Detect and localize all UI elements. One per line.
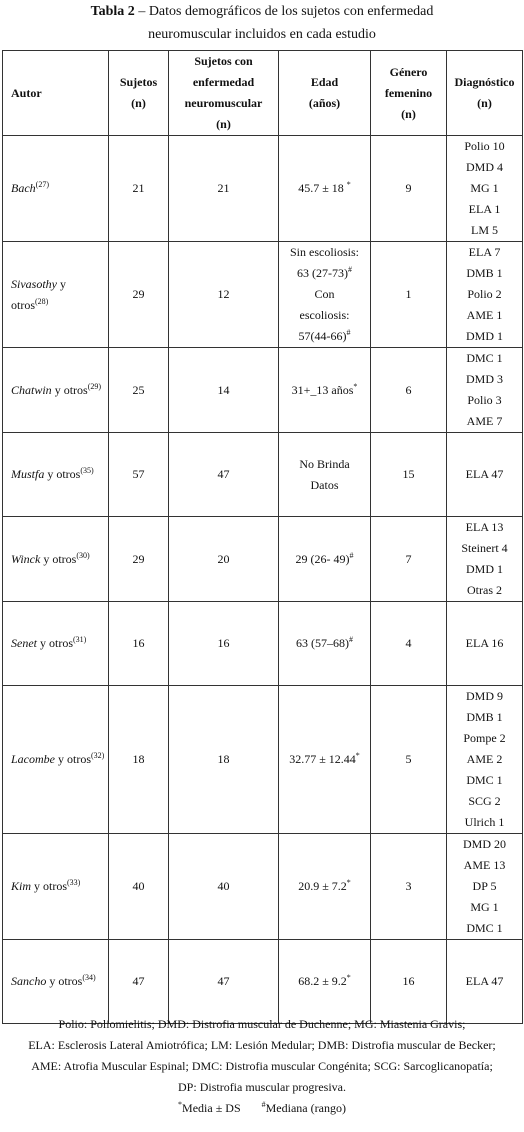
author-suffix: y otros: [44, 467, 81, 481]
edad-mark: #: [349, 550, 354, 560]
table-row: [3, 602, 523, 686]
cell-edad: [279, 348, 371, 433]
diagnosis-item: DMD 1: [465, 329, 503, 343]
diagnosis-item: ELA 16: [465, 636, 504, 650]
footnotes: [0, 1014, 524, 1119]
cell-genero: 6: [371, 348, 447, 433]
diagnosis-item: Polio 2: [467, 287, 502, 301]
header-sujetos: Sujetos (n): [109, 51, 169, 136]
edad-line: [282, 326, 367, 347]
diagnosis-item: AME 2: [466, 752, 503, 766]
footnote-line: AME: Atrofia Muscular Espinal; DMC: Distrofia muscular Congénita; SCG: Sarcoglicanopatía;: [31, 1059, 493, 1073]
cell-sujetos: 21: [109, 136, 169, 242]
author-ref: (29): [87, 381, 102, 391]
author-suffix: y otros: [31, 879, 68, 893]
cell-genero: 5: [371, 686, 447, 834]
cell-sujetos-nm: 14: [169, 348, 279, 433]
table-row: [3, 517, 523, 602]
edad-text: No Brinda: [299, 456, 350, 471]
cell-genero: 1: [371, 242, 447, 348]
table-row: [3, 834, 523, 940]
author-ref: (27): [35, 180, 49, 189]
diagnosis-item: LM 5: [471, 223, 498, 237]
diagnosis-item: Pompe 2: [463, 731, 506, 745]
diagnosis-item: Polio 3: [467, 393, 502, 407]
header-genero: Género femenino (n): [371, 51, 447, 136]
edad-mark: *: [346, 878, 351, 887]
footnote-line: Polio: Poliomielitis; DMD: Distrofia muscular de Duchenne; MG: Miastenia Gravis;: [58, 1017, 466, 1031]
cell-sujetos: 25: [109, 348, 169, 433]
edad-mark: #: [349, 635, 353, 644]
cell-autor: [3, 686, 109, 834]
diagnosis-item: SCG 2: [468, 794, 501, 808]
cell-diagnostico: [447, 517, 523, 602]
edad-text: Datos: [310, 477, 339, 492]
cell-diagnostico: [447, 686, 523, 834]
edad-text: Con: [314, 287, 335, 301]
cell-sujetos-nm: 16: [169, 602, 279, 686]
diagnosis-item: DMD 1: [465, 562, 503, 576]
edad-line: [282, 305, 367, 326]
table-row: [3, 686, 523, 834]
header-row: [3, 51, 523, 136]
edad-text: 29 (26- 49): [295, 551, 350, 566]
cell-autor: [3, 433, 109, 517]
author-ref: (34): [82, 973, 96, 982]
diagnosis-item: DMB 1: [466, 266, 503, 280]
edad-mark: *: [355, 751, 360, 760]
caption-dash: –: [134, 4, 149, 19]
cell-diagnostico: [447, 433, 523, 517]
diagnosis-item: DMC 1: [466, 773, 503, 787]
edad-mark: #: [346, 328, 351, 337]
cell-edad: [279, 940, 371, 1024]
caption-line-1: [0, 0, 524, 23]
author-suffix: y otros: [11, 276, 66, 312]
cell-diagnostico: [447, 348, 523, 433]
edad-text: 63 (57–68): [296, 636, 349, 650]
diagnosis-item: DP 5: [472, 879, 497, 893]
author-name: Bach: [11, 181, 36, 195]
edad-mark: #: [348, 265, 352, 274]
diagnosis-item: ELA 1: [468, 202, 501, 216]
cell-autor: [3, 602, 109, 686]
table-row: [3, 348, 523, 433]
cell-genero: 15: [371, 433, 447, 517]
edad-mark: *: [353, 381, 358, 391]
diagnosis-item: Steinert 4: [461, 541, 508, 555]
cell-edad: [279, 433, 371, 517]
diagnosis-item: AME 13: [463, 858, 506, 872]
cell-edad: [279, 136, 371, 242]
cell-sujetos-nm: 21: [169, 136, 279, 242]
cell-diagnostico: [447, 242, 523, 348]
diagnosis-item: AME 1: [466, 308, 503, 322]
cell-sujetos-nm: 47: [169, 940, 279, 1024]
diagnosis-item: MG 1: [470, 900, 499, 914]
author-name: Senet: [11, 636, 37, 650]
demographics-table: [2, 50, 523, 1024]
edad-text: escoliosis:: [299, 308, 350, 322]
edad-text: 63 (27-73): [297, 266, 348, 280]
author-name: Lacombe: [11, 752, 55, 766]
legend-hash-text: Mediana (rango): [265, 1101, 346, 1115]
cell-genero: 4: [371, 602, 447, 686]
header-autor: Autor: [3, 51, 109, 136]
edad-line: [282, 284, 367, 305]
cell-diagnostico: [447, 940, 523, 1024]
diagnosis-item: MG 1: [470, 181, 499, 195]
cell-sujetos-nm: 20: [169, 517, 279, 602]
cell-genero: 7: [371, 517, 447, 602]
cell-autor: [3, 242, 109, 348]
cell-sujetos: 40: [109, 834, 169, 940]
cell-autor: [3, 517, 109, 602]
diagnosis-item: DMD 4: [465, 160, 503, 174]
cell-sujetos-nm: 18: [169, 686, 279, 834]
edad-mark: *: [346, 180, 351, 189]
header-diagnostico: Diagnóstico (n): [447, 51, 523, 136]
author-suffix: y otros: [46, 974, 83, 988]
table-row: [3, 940, 523, 1024]
author-suffix: y otros: [40, 551, 77, 566]
legend-hash-symbol: #: [261, 1100, 266, 1109]
edad-text: 45.7 ± 18: [298, 181, 347, 195]
edad-line: [282, 454, 367, 475]
edad-line: [282, 475, 367, 496]
edad-text: 20.9 ± 7.2: [298, 879, 347, 893]
diagnosis-item: AME 7: [466, 414, 503, 428]
author-name: Sancho: [11, 974, 47, 988]
author-suffix: y otros: [37, 636, 73, 650]
cell-autor: [3, 348, 109, 433]
caption-label: Tabla 2: [90, 4, 135, 19]
legend-star-text: Media ± DS: [182, 1101, 241, 1115]
author-ref: (33): [67, 878, 81, 887]
cell-sujetos: 16: [109, 602, 169, 686]
cell-genero: 16: [371, 940, 447, 1024]
diagnosis-item: DMD 20: [462, 837, 506, 851]
cell-diagnostico: [447, 136, 523, 242]
author-name: Chatwin: [11, 382, 52, 397]
header-sujetos-nm: Sujetos con enfermedad neuromuscular (n): [169, 51, 279, 136]
footnote-line: DP: Distrofia muscular progresiva.: [178, 1080, 346, 1094]
author-suffix: y otros: [51, 382, 88, 397]
author-name: Winck: [11, 551, 41, 566]
footnote-line: ELA: Esclerosis Lateral Amiotrófica; LM: Lesión Medular; DMB: Distrofia muscular de Becker;: [28, 1038, 496, 1052]
cell-sujetos-nm: 40: [169, 834, 279, 940]
cell-sujetos: 29: [109, 517, 169, 602]
cell-genero: 3: [371, 834, 447, 940]
edad-line: [282, 263, 367, 284]
table-row: [3, 433, 523, 517]
diagnosis-item: DMC 1: [466, 351, 503, 365]
cell-edad: [279, 834, 371, 940]
diagnosis-item: Otras 2: [467, 583, 502, 597]
diagnosis-item: DMD 9: [465, 689, 503, 703]
edad-line: [282, 242, 367, 263]
author-suffix: y otros: [55, 752, 91, 766]
author-ref: (35): [80, 466, 94, 475]
author-ref: (28): [35, 296, 49, 306]
author-name: Sivasothy: [11, 276, 57, 291]
cell-sujetos: 18: [109, 686, 169, 834]
footnote-legend: [0, 1098, 524, 1119]
cell-sujetos-nm: 47: [169, 433, 279, 517]
author-name: Mustfa: [11, 467, 45, 481]
edad-text: Sin escoliosis:: [289, 245, 359, 259]
cell-sujetos: 47: [109, 940, 169, 1024]
diagnosis-item: Polio 10: [464, 139, 505, 153]
cell-autor: [3, 136, 109, 242]
diagnosis-item: DMC 1: [466, 921, 503, 935]
edad-text: 68.2 ± 9.2: [298, 974, 347, 988]
diagnosis-item: ELA 47: [465, 974, 504, 988]
caption-line-2: neuromuscular incluidos en cada estudio: [148, 27, 376, 42]
cell-edad: [279, 602, 371, 686]
legend-star-symbol: *: [178, 1100, 183, 1109]
header-edad: Edad (años): [279, 51, 371, 136]
diagnosis-item: DMB 1: [466, 710, 503, 724]
author-ref: (31): [73, 635, 87, 644]
cell-diagnostico: [447, 834, 523, 940]
cell-autor: [3, 834, 109, 940]
cell-edad: [279, 242, 371, 348]
cell-autor: [3, 940, 109, 1024]
cell-genero: 9: [371, 136, 447, 242]
cell-sujetos: 57: [109, 433, 169, 517]
author-name: Kim: [11, 879, 32, 893]
diagnosis-item: ELA 13: [465, 520, 504, 534]
table-caption: [0, 0, 524, 46]
cell-edad: [279, 517, 371, 602]
table-row: [3, 242, 523, 348]
cell-diagnostico: [447, 602, 523, 686]
diagnosis-item: DMD 3: [465, 372, 503, 386]
caption-text-1: Datos demográficos de los sujetos con enfermedad: [148, 4, 434, 19]
author-ref: (32): [91, 751, 105, 760]
cell-sujetos: 29: [109, 242, 169, 348]
author-ref: (30): [76, 550, 90, 560]
cell-sujetos-nm: 12: [169, 242, 279, 348]
edad-text: 31+_13 años: [291, 382, 354, 397]
diagnosis-item: ELA 7: [468, 245, 501, 259]
edad-text: 32.77 ± 12.44: [289, 752, 356, 766]
diagnosis-item: Ulrich 1: [464, 815, 505, 829]
diagnosis-item: ELA 47: [465, 467, 504, 481]
cell-edad: [279, 686, 371, 834]
edad-mark: *: [346, 973, 351, 982]
edad-text: 57(44-66): [298, 329, 347, 343]
table-row: [3, 136, 523, 242]
